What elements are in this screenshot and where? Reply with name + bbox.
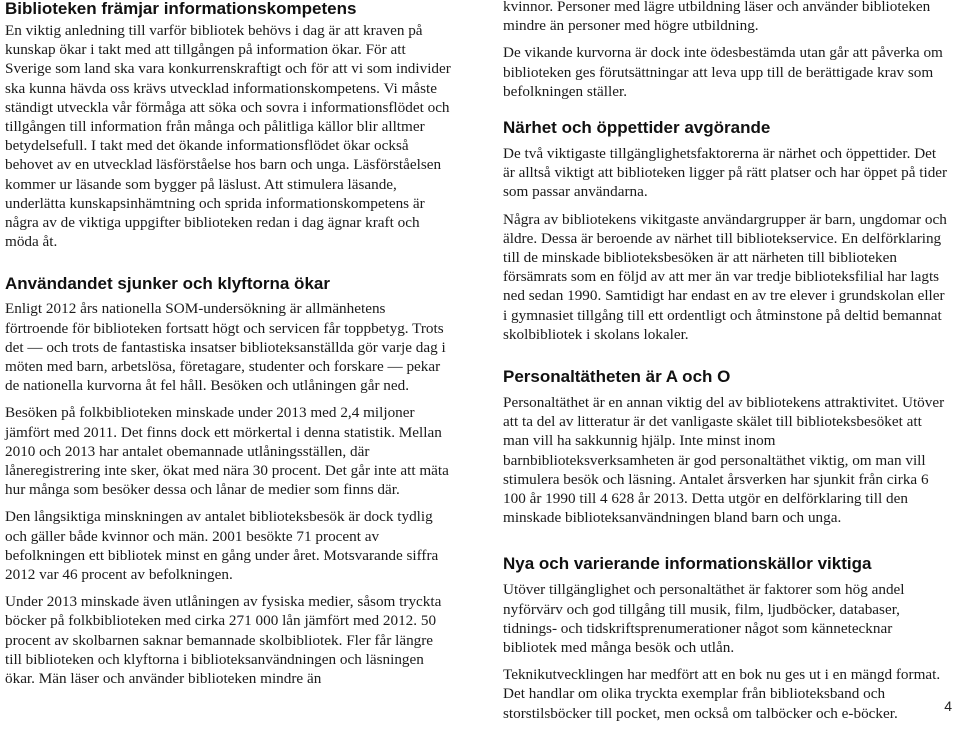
left-column [5, 0, 452, 696]
heading-narhet-oppettider: Närhet och öppettider avgörande [503, 118, 771, 138]
paragraph: Teknikutvecklingen har medfört att en bok nu ges ut i en mängd format. Det handlar om olika tryckta exemplar från biblioteksband och storstilsböcker till pocket, men också om talböcker och e-böcker. [503, 666, 941, 722]
paragraph-continuation: kvinnor. Personer med lägre utbildning läser och använder biblioteken mindre än personer med högre utbildning. [503, 0, 931, 35]
heading-personaltatheten: Personaltätheten är A och O [503, 367, 731, 387]
paragraph: En viktig anledning till varför bibliotek behövs i dag är att kraven på kunskap ökar i takt med att tillgången på information ökar. För att Sverige som land ska vara konkurrenskraftigt och för att vi som individer ska kunna hävda oss krävs utvecklad informationskompetens. Vi måste ständigt utveckla vår förmåga att söka och sovra i informationsflödet och tillgången till information från många och pålitliga källor blir alltmer betydelsefull. I takt med det ökande informationsflödet ökar också behovet av en utvecklad läsförståelse hos barn och unga. Läsförståelsen kommer ur läsande som bygger på läslust. Att stimulera läsande, underlätta kunskapsinhämtning och sprida informationskompetens är några av de viktiga uppgifter biblioteken redan i dag ägnar kraft och möda åt. [5, 22, 451, 251]
heading-anvandandet-sjunker: Användandet sjunker och klyftorna ökar [5, 274, 330, 294]
heading-informationskallor: Nya och varierande informationskällor viktiga [503, 554, 872, 574]
paragraph: Utöver tillgänglighet och personaltäthet är faktorer som hög andel nyförvärv och god tillgång till musik, film, ljudböcker, databaser, tidnings- och tidskriftsprenumerationer något som kännetecknar bibliotek med många besök och utlån. [503, 581, 905, 657]
heading-informationskompetens: Biblioteken främjar informationskompetens [5, 0, 357, 18]
paragraph: Besöken på folkbiblioteken minskade under 2013 med 2,4 miljoner jämfört med 2011. Det finns dock ett mörkertal i denna statistik. Mellan 2010 och 2013 har antalet obemannade utlåningsställen, där låneregistrering inte sker, ökat med nära 30 procent. Det går inte att mäta hur många som besöker dessa och lånar de medier som finns där. [5, 404, 449, 499]
paragraph: De två viktigaste tillgänglighetsfaktorerna är närhet och öppettider. Det är alltså viktigt att biblioteken ligger på rätt platser och har öppet på tider som passar användarna. [503, 145, 948, 201]
right-column [503, 0, 950, 731]
paragraph: Den långsiktiga minskningen av antalet biblioteksbesök är dock tydlig och gäller både kvinnor och män. 2001 besökte 71 procent av befolkningen ett bibliotek minst en gång under året. Motsvarande siffra 2012 var 46 procent av befolkningen. [5, 508, 439, 584]
paragraph: De vikande kurvorna är dock inte ödesbestämda utan går att påverka om biblioteken ges förutsättningar att leva upp till de berättigade krav som befolkningen ställer. [503, 44, 943, 100]
paragraph: Enligt 2012 års nationella SOM-undersökning är allmänhetens förtroende för biblioteken fortsatt högt och servicen får toppbetyg. Trots det — och trots de fantastiska insatser biblioteksanställda gör varje dag i möten med barn, arbetslösa, företagare, studenter och forskare — pekar de nationella kurvorna åt fel håll. Besöken och utlåningen går ned. [5, 300, 446, 395]
paragraph: Under 2013 minskade även utlåningen av fysiska medier, såsom tryckta böcker på folkbiblioteken med cirka 271 000 lån jämfört med 2012. 50 procent av skolbarnen saknar bemannade skolbibliotek. Fler får längre till biblioteken och klyftorna i biblioteksanvändningen och läsningen ökar. Män läser och använder biblioteken mindre än [5, 593, 442, 688]
paragraph: Personaltäthet är en annan viktig del av bibliotekens attraktivitet. Utöver att ta del av litteratur är det vanligaste skälet till biblioteksbesöket att man vill ha sakkunnig hjälp. Inte minst inom barnbiblioteksverksamheten är god personaltäthet viktig, om man vill stimulera besök och läsning. Antalet årsverken har sjunkit från cirka 6 100 år 1990 till 4 628 år 2013. Detta utgör en delförklaring till den minskade biblioteksanvändningen bland barn och unga. [503, 394, 945, 527]
paragraph: Några av bibliotekens vikitgaste användargrupper är barn, ungdomar och äldre. Dessa är beroende av närhet till bibliotekservice. En delförklaring till de minskade biblioteksbesöken är att närheten till biblioteken försämrats som en följd av att mer än var tredje biblioteksfilial har lagts ned sedan 1990. Samtidigt har endast en av tre elever i grundskolan eller i gymnasiet tillgång till ett ordentligt och åtminstone på deltid bemannat skolbibliotek i skolans lokaler. [503, 210, 947, 343]
page-number: 4 [944, 698, 952, 714]
